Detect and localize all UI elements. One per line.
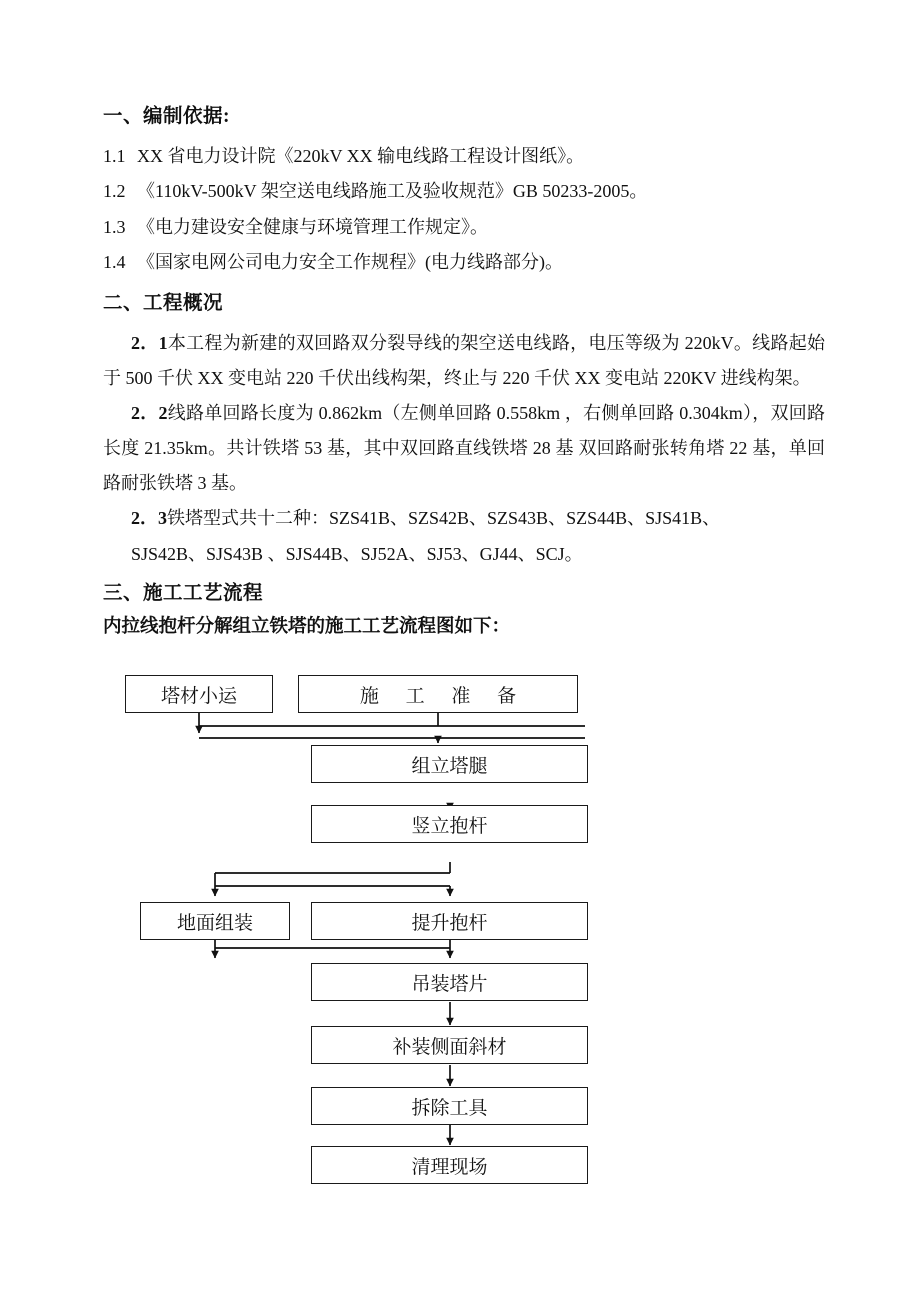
paragraph-text: 线路单回路长度为 0.862km（左侧单回路 0.558km ，右侧单回路 0.304km），双回路长度 21.35km。共计铁塔 53 基，其中双回路直线铁塔 28 基 双回路耐张转角塔 22 基，单回路耐张铁塔 3 基。 xyxy=(103,403,825,494)
heading-section-3: 三、施工工艺流程 xyxy=(103,582,264,604)
paragraph-overview-2 xyxy=(103,396,825,501)
flow-node-6[interactable]: 提升抱杆 xyxy=(311,902,588,940)
flow-node-2[interactable]: 施 工 准 备 xyxy=(298,675,578,713)
heading-section-2: 二、工程概况 xyxy=(103,292,224,314)
list-item-text: 《电力建设安全健康与环境管理工作规定》。 xyxy=(137,216,488,237)
paragraph-text-line-2: SJS42B、SJS43B 、SJS44B、SJ52A、SJ53、GJ44、SCJ。 xyxy=(131,543,583,564)
flow-node-7[interactable]: 吊装塔片 xyxy=(311,963,588,1001)
list-item-text: XX 省电力设计院《220kV XX 输电线路工程设计图纸》。 xyxy=(137,146,585,167)
list-item-number: 1.3 xyxy=(103,216,126,237)
paragraph-overview-1 xyxy=(103,326,825,396)
list-item xyxy=(103,139,825,174)
list-item xyxy=(103,210,825,245)
paragraph-text: 本工程为新建的双回路双分裂导线的架空送电线路，电压等级为 220kV。线路起始于 500 千伏 XX 变电站 220 千伏出线构架，终止与 220 千伏 XX 变电站 220KV 进线构架。 xyxy=(103,333,826,389)
flow-node-1[interactable]: 塔材小运 xyxy=(125,675,273,713)
list-item xyxy=(103,174,825,209)
list-item-text: 《110kV-500kV 架空送电线路施工及验收规范》GB 50233-2005。 xyxy=(137,181,648,202)
flowchart-intro: 内拉线抱杆分解组立铁塔的施工工艺流程图如下： xyxy=(103,616,511,637)
paragraph-overview-3 xyxy=(103,501,825,571)
flow-node-9[interactable]: 拆除工具 xyxy=(311,1087,588,1125)
paragraph-number: 2．2 xyxy=(131,403,168,424)
flow-node-5[interactable]: 地面组装 xyxy=(140,902,290,940)
list-item-text: 《国家电网公司电力安全工作规程》(电力线路部分)。 xyxy=(137,251,563,272)
list-item-number: 1.1 xyxy=(103,146,126,167)
flow-node-4[interactable]: 竖立抱杆 xyxy=(311,805,588,843)
flow-node-8[interactable]: 补装侧面斜材 xyxy=(311,1026,588,1064)
list-item-number: 1.4 xyxy=(103,251,126,272)
document-body xyxy=(103,104,825,647)
paragraph-text-line-1: 铁塔型式共十二种：SZS41B、SZS42B、SZS43B、SZS44B、SJS41B、 xyxy=(167,508,721,529)
flow-node-3[interactable]: 组立塔腿 xyxy=(311,745,588,783)
heading-section-1: 一、编制依据: xyxy=(103,106,230,127)
paragraph-number: 2．1 xyxy=(131,333,168,353)
list-item xyxy=(103,245,825,280)
flow-node-10[interactable]: 清理现场 xyxy=(311,1146,588,1184)
list-item-number: 1.2 xyxy=(103,181,126,202)
paragraph-number: 2．3 xyxy=(131,508,167,529)
